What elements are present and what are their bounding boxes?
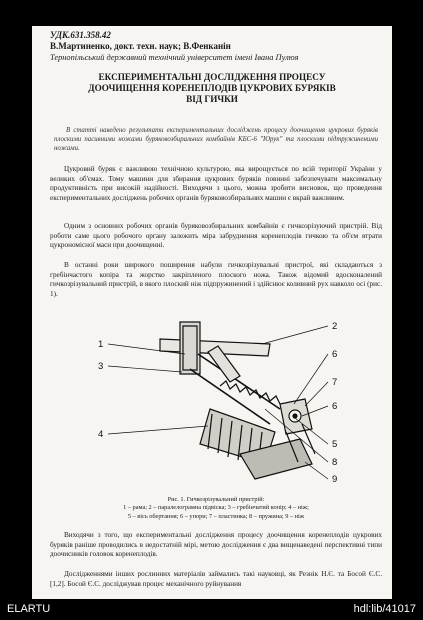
paragraph: Цукровий буряк є важливою технічною культурою, яка вирощується по всій території України у великих об'ємах. Тому машини для збирання цукрових буряків повинні забезпечувати максимальну продуктивність при високій надійності. Виходячи з цього, можна зробити висновок, що проведення експериментальних досліджень робочих органів буряковозбиральних машин є вкрай важливим. (50, 165, 382, 202)
authors: В.Мартиненко, докт. техн. наук; В.Фенканін (50, 41, 231, 51)
title-line: ЕКСПЕРИМЕНТАЛЬНІ ДОСЛІДЖЕННЯ ПРОЦЕСУ (98, 72, 326, 82)
callout-label: 6 (332, 401, 338, 412)
callout-label: 6 (332, 349, 338, 360)
callout-label: 3 (98, 361, 104, 372)
caption-legend: 1 – рама; 2 – паралелограмна підвіска; 3 – гребінчатий копір; 4 – ніж; (123, 504, 309, 512)
paper-title (42, 72, 382, 106)
caption-title: Рис. 1. Гичкозрізувальний пристрій: (167, 496, 265, 503)
figure-caption (50, 496, 382, 521)
paragraph: Дослідженнями інших рослинних матеріалів займались такі науковці, як Резнік Н.Є. та Босой Є.С. [1,2]. Босой Є.С. досліджував процес механічного руйнування (50, 570, 382, 588)
repository-name: ELARTU (7, 603, 51, 615)
title-line: ВІД ГИЧКИ (186, 94, 238, 105)
callout-label: 4 (98, 429, 104, 440)
paragraph: Виходячи з того, що експериментальні дослідження процесу доочищення коренеплодів цукрових буряків раніше проводились в недостатній мірі, метою дослідження є два вищенаведені перспективні типи доочисників головок коренеплодів. (50, 531, 382, 559)
callout-label: 8 (332, 457, 338, 468)
callout-label: 5 (332, 439, 338, 450)
callout-label: 7 (332, 377, 338, 388)
handle-id: hdl:lib/41017 (353, 603, 416, 615)
caption-legend: 5 – вісь обертання; 6 – упори; 7 – пластинка; 8 – пружина; 9 – ніж (127, 512, 305, 520)
paragraph: В останні роки широкого поширення набули гичкозрізувальні пристрої, які складаються з гребінчастого копіра та жорстко закріпленого плоского ножа. Також відомий вдосконалений гичкозрізувальний пристрій, в якого плоский ніж підпружинений і здійснює коливний рух навколо осі (рис. 1). (50, 261, 382, 298)
viewer-footer-bar (0, 599, 423, 620)
paragraph: Одним з основних робочих органів буряковозбиральних комбайнів є гичкозрізуючий пристрій. Від роботи саме цього робочого органу залежить міра забруднення коренеплодів гичкою та об'єм втрати цукрономісної маси при доочищенні. (50, 222, 382, 250)
paper-page (32, 26, 392, 599)
callout-label: 9 (332, 474, 338, 485)
callout-label: 2 (332, 321, 338, 332)
figure-topper-device (90, 314, 355, 494)
udk-code: УДК.631.358.42 (50, 30, 111, 40)
affiliation: Тернопільський державний технічний університет імені Івана Пулюя (50, 53, 299, 62)
abstract: В статті наведено результати експериментальних досліджень процесу доочищення цукрових буряків плоскими пасивними ножами буряковозбиральних комбайнів КБС-6 "Юрук" та плоскими підтружиненими ножами. (54, 127, 378, 153)
callout-label: 1 (98, 339, 104, 350)
title-line: ДООЧИЩЕННЯ КОРЕНЕПЛОДІВ ЦУКРОВИХ БУРЯКІВ (88, 83, 336, 94)
